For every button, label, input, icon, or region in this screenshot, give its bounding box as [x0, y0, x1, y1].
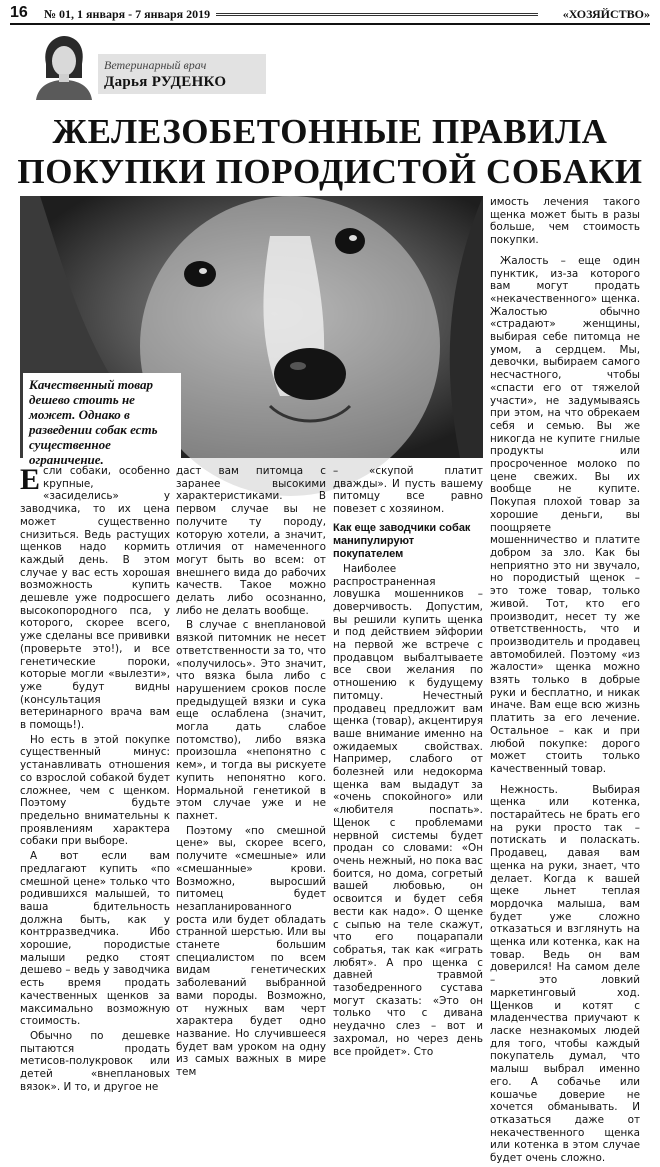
paragraph: имость лечения такого щенка может быть в разы больше, чем стоимость покупки. [490, 196, 640, 247]
author-name: Дарья РУДЕНКО [104, 74, 227, 90]
masthead [10, 3, 650, 25]
column-3 [333, 465, 483, 1060]
headline-line-1: ЖЕЛЕЗОБЕТОННЫЕ ПРАВИЛА [52, 112, 608, 151]
column-1 [20, 465, 170, 1095]
photo-caption: Качественный товар дешево стоить не может. Однако в разведении собак есть существенное ограничение. [29, 377, 158, 467]
photo-caption-box [23, 373, 181, 467]
author-role: Ветеринарный врач [104, 58, 207, 72]
paragraph: даст вам питомца с заранее высокими характеристиками. В первом случае вы не получите ту породу, которую хотели, а значит, отличия от намеченного могут быть во всем: от внешнего вида до рабочих качеств. Такое можно делать либо осознанно, либо не делать вообще. [176, 465, 326, 617]
byline [26, 34, 648, 100]
paragraph: Жалость – еще один пунктик, из-за которого вам могут продать «некачественного» щенка. Жалостью обычно «страдают» женщины, выбирая себе питомца не умом, а сердцем. Мы, девочки, выбираем самого несчастного, чтобы «спасти его от тяжелой участи», не задумываясь при этом, на что обрекаем себя и семью. Вы же никогда не купите гнилые продукты или просроченное молоко по цене свежих. Вы их вообще не купите. Покупая плохой товар за хорошие деньги, вы поощряете мошенничество и платите добром за зло. Как бы неприятно это ни звучало, но породистый щенок – это тоже товар, только живой. Тот, кто его производит, несет ту же ответственность, что и производитель и продавец автомобилей. Поэтому «из жалости» щенка можно взять только в добрые руки и бесплатно, и никак иначе. Вам еще всю жизнь платить за его лечение. Остальное – как и при любой покупке: дорого может стоить только качественный товар. [490, 254, 640, 775]
section-title: «ХОЗЯЙСТВО» [562, 7, 650, 21]
column-2 [176, 465, 326, 1081]
paragraph: Обычно по дешевке пытаются продать метисов-полукровок или детей «внеплановых вязок». И то, и другое не [20, 1029, 170, 1093]
column-4 [490, 196, 640, 1167]
paragraph-text: сли собаки, особенно крупные, «засиделись» у заводчика, то их цена может существенно снизиться. Ведь растущих щенков надо кормить каждый день. В этом случае у вас есть хорошая возможность купить дешевле уже подросшего высокопородного пса, у которого, скорее всего, уже сделаны все прививки (проверьте это!), и все генетические пороки, которые могли «вылезти», уже будут видны (консультация ветеринарного врача вам в помощь!). [20, 465, 170, 732]
paragraph [20, 465, 170, 732]
issue-date: № 01, 1 января - 7 января 2019 [44, 7, 211, 21]
paragraph: В случае с внеплановой вязкой питомник не несет ответственности за то, что «получилось». Это значит, что вязка была либо с нарушением сроков после предыдущей вязки и сука еще ослаблена (значит, могла дать слабое потомство), либо вязка произошла «непонятно с кем», и тогда вы рискуете купить непонятно кого. Нормальной генетикой в этом случае уже и не пахнет. [176, 619, 326, 822]
subheading: Как еще заводчики собак манипулируют покупателем [333, 521, 471, 560]
paragraph: Но есть в этой покупке существенный минус: устанавливать отношения со взрослой собакой будет сложнее, чем с щенком. Поэтому будьте предельно внимательны к проявлениям характера собаки при выборе. [20, 733, 170, 848]
paragraph: – «скупой платит дважды». И пусть вашему питомцу все равно повезет с хозяином. [333, 465, 483, 516]
paragraph: А вот если вам предлагают купить «по смешной цене» только что родившихся малышей, то ваша бдительность должна быть, как у контрразведчика. Ибо хорошие, породистые малыши редко стоят дешево – ведь у заводчика есть время продать качественных щенков за максимально возможную стоимость. [20, 850, 170, 1028]
header-rule [216, 13, 538, 16]
article-headline [10, 112, 650, 192]
paragraph: Наиболее распространенная ловушка мошенников – доверчивость. Допустим, вы решили купить щенка и под действием эйфории на первой же встрече с продавцом выбалтываете все свои желания по отношению к будущему питомцу. Нечестный продавец предложит вам щенка (товар), акцентируя ваше внимание именно на ожидаемых свойствах. Например, слабого от болезней или недокорма щенка вам выдадут за «очень спокойного» или «любителя поспать». Щенок с проблемами нервной системы будет продан со словами: «Он очень нежный, но пока вас боится, но дома, согретый вашей любовью, он освоится и будет себя вести как надо». О щенке с сыпью на теле скажут, что его поцарапали собратья, так как «играть любят». А про щенка с давней травмой тазобедренного сустава могут сказать: «Это он только что с дивана неудачно слез – вот и захромал, но через день все пройдет». Сто [333, 562, 483, 1058]
author-portrait [32, 34, 96, 100]
drop-cap: Е [20, 463, 41, 496]
paragraph: Нежность. Выбирая щенка или котенка, постарайтесь не брать его на руки просто так – потискать и поласкать. Продавец, давая вам щенка на руки, знает, что делает. Когда к вашей щеке льнет теплая мордочка малыша, вам будет уже сложно отказаться и взглянуть на щенка или котенка, как на товар. Ведь он вам доверился! На самом деле – это ловкий маркетинговый ход. Щенков и котят с младенчества приучают к ласке незнакомых людей для того, чтобы каждый покупатель думал, что малыш выбрал именно его. А собачье или кошачье доверие не хочется обманывать. И отказаться даже от некачественного щенка или котенка в этом случае будет очень сложно. [490, 783, 640, 1165]
page-number: 16 [10, 4, 28, 21]
paragraph: Поэтому «по смешной цене» вы, скорее всего, получите «смешные» или «смешанные» крови. Возможно, выросший питомец будет незапланированного роста или будет обладать странной шерстью. Или вы станете большим специалистом по всем видам генетических заболеваний выбранной вами породы. Возможно, от нужных вам черт характера будет одно название. Но случившееся будет вам уроком на одну из самых важных в мире тем [176, 824, 326, 1079]
headline-line-2: ПОКУПКИ ПОРОДИСТОЙ СОБАКИ [17, 152, 643, 191]
